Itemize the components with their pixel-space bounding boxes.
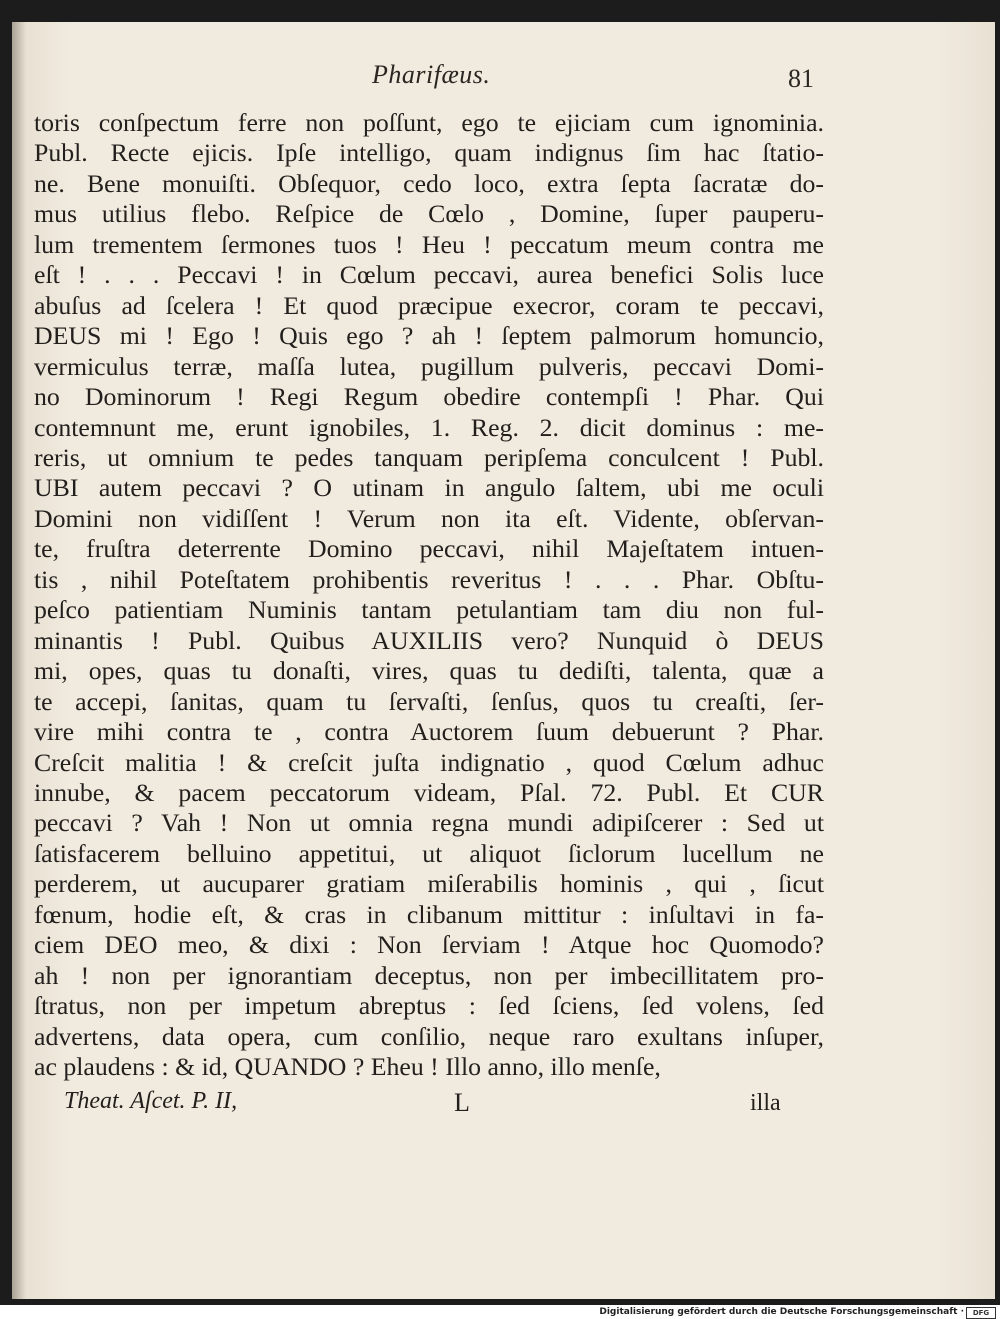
text-line: peſco patientiam Numinis tantam petulantiam tam diu non ful-	[34, 595, 824, 625]
page-footer	[34, 1088, 824, 1122]
text-line: ah ! non per ignorantiam deceptus, non per imbecillitatem pro-	[34, 960, 824, 990]
printer-signature: Theat. Aſcet. P. II,	[64, 1088, 238, 1114]
text-line: ne. Bene monuiſti. Obſequor, cedo loco, extra ſepta ſacratæ do-	[34, 168, 824, 198]
text-line: mi, opes, quas tu donaſti, vires, quas tu dediſti, talenta, quæ a	[34, 656, 824, 686]
text-line: peccavi ? Vah ! Non ut omnia regna mundi adipiſcerer : Sed ut	[34, 808, 824, 838]
text-line: DEUS mi ! Ego ! Quis ego ? ah ! ſeptem palmorum homuncio,	[34, 321, 824, 351]
text-line: innube, & pacem peccatorum videam, Pſal. 72. Publ. Et CUR	[34, 777, 824, 807]
text-line: te, fruſtra deterrente Domino peccavi, nihil Majeſtatem intuen-	[34, 534, 824, 564]
page-number: 81	[788, 64, 814, 93]
catchword: illa	[750, 1090, 781, 1116]
text-line: mus utilius flebo. Reſpice de Cœlo , Domine, ſuper pauperu-	[34, 199, 824, 229]
text-line: contemnunt me, erunt ignobiles, 1. Reg. 2. dicit dominus : me-	[34, 412, 824, 442]
text-line: reris, ut omnium te pedes tanquam peripſema conculcent ! Publ.	[34, 442, 824, 472]
funding-credit: Digitalisierung gefördert durch die Deutsche Forschungsgemeinschaft ·	[599, 1307, 964, 1317]
text-line: ac plaudens : & id, QUANDO ? Eheu ! Illo anno, illo menſe,	[34, 1052, 661, 1082]
text-line: lum trementem ſermones tuos ! Heu ! peccatum meum contra me	[34, 229, 824, 259]
dfg-logo: DFG	[966, 1307, 996, 1319]
text-line: Domini non vidiſſent ! Verum non ita eſt. Vidente, obſervan-	[34, 503, 824, 533]
text-line: Creſcit malitia ! & creſcit juſta indignatio , quod Cœlum adhuc	[34, 747, 824, 777]
text-line: toris conſpectum ferre non poſſunt, ego te ejiciam cum ignominia.	[34, 108, 824, 137]
credit-bar	[0, 1305, 1000, 1319]
text-line: eſt ! . . . Peccavi ! in Cœlum peccavi, aurea benefici Solis luce	[34, 260, 824, 290]
text-line: Publ. Recte ejicis. Ipſe intelligo, quam indignus ſim hac ſtatio-	[34, 138, 824, 168]
page-body-text	[34, 108, 824, 1083]
text-line: ſatisfacerem belluino appetitui, ut aliquot ſiclorum lucellum ne	[34, 838, 824, 868]
page-gutter-shadow	[12, 22, 26, 1299]
text-line: no Dominorum ! Regi Regum obedire contempſi ! Phar. Qui	[34, 382, 824, 412]
text-line: ſtratus, non per impetum abreptus : ſed ſciens, ſed volens, ſed	[34, 991, 824, 1021]
text-line: vire mihi contra te , contra Auctorem ſuum debuerunt ? Phar.	[34, 717, 824, 747]
text-line: fœnum, hodie eſt, & cras in clibanum mittitur : inſultavi in fa-	[34, 899, 824, 929]
text-line: UBI autem peccavi ? O utinam in angulo ſaltem, ubi me oculi	[34, 473, 824, 503]
text-line: abuſus ad ſcelera ! Et quod præcipue execror, coram te peccavi,	[34, 290, 824, 320]
signature-mark: L	[454, 1088, 470, 1117]
text-line: advertens, data opera, cum conſilio, neque raro exultans inſuper,	[34, 1021, 824, 1051]
text-line: vermiculus terræ, maſſa lutea, pugillum pulveris, peccavi Domi-	[34, 351, 824, 381]
text-line: tis , nihil Poteſtatem prohibentis reveritus ! . . . Phar. Obſtu-	[34, 564, 824, 594]
text-line: perderem, ut aucuparer gratiam miſerabilis hominis , qui , ſicut	[34, 869, 824, 899]
running-head: Pharifæus.	[372, 60, 491, 89]
text-line: ciem DEO meo, & dixi : Non ſerviam ! Atque hoc Quomodo?	[34, 930, 824, 960]
text-line: minantis ! Publ. Quibus AUXILIIS vero? Nunquid ò DEUS	[34, 625, 824, 655]
text-line: te accepi, ſanitas, quam tu ſervaſti, ſenſus, quos tu creaſti, ſer-	[34, 686, 824, 716]
